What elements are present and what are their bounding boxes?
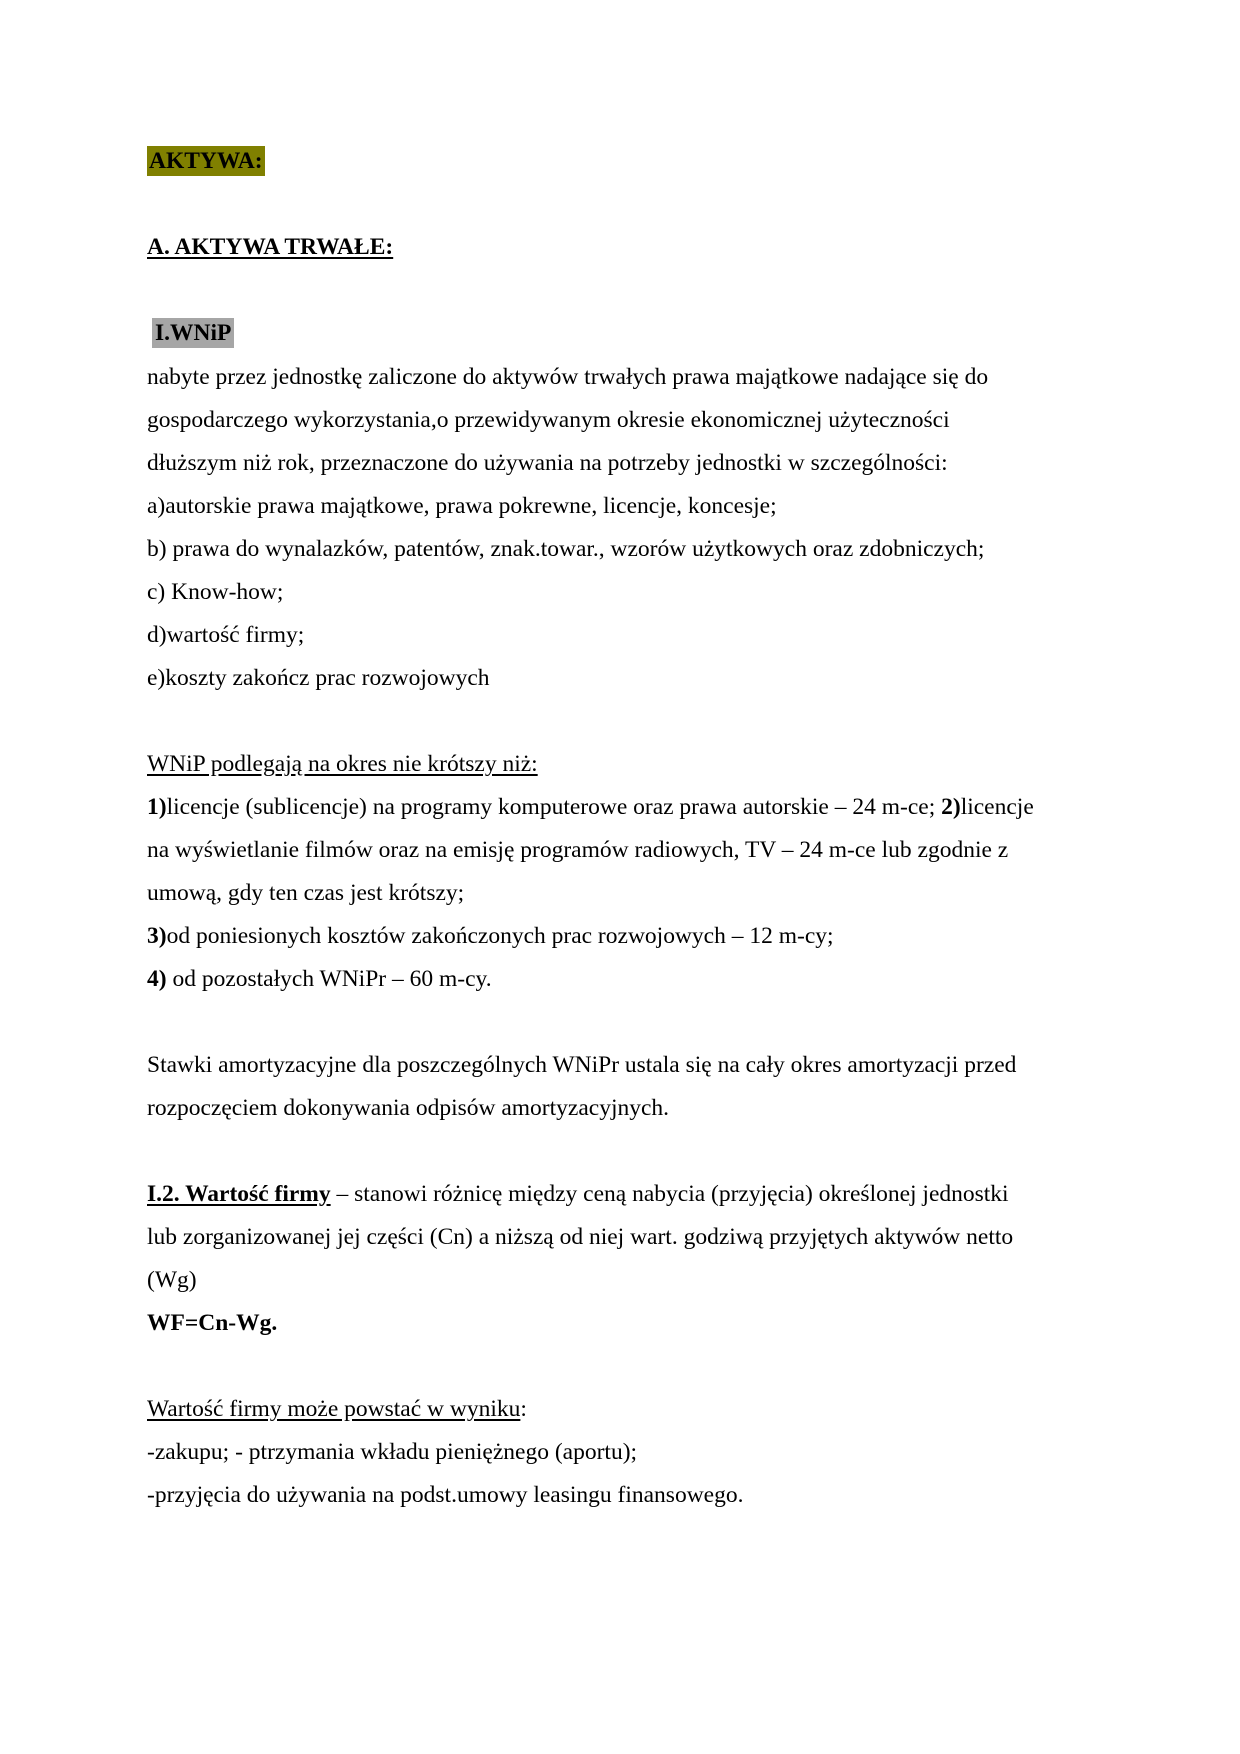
period-text-3: od poniesionych kosztów zakończonych prac rozwojowych – 12 m-cy; [166,923,834,949]
goodwill-label: I.2. Wartość firmy [147,1181,331,1207]
period-num-3: 3) [147,923,167,949]
heading-aktywa-text: AKTYWA: [149,148,263,174]
goodwill-definition: – stanowi różnicę między ceną nabycia (przyjęcia) określonej jednostki [330,1181,1009,1207]
origin-line-2: -przyjęcia do używania na podst.umowy leasingu finansowego. [147,1482,744,1508]
period-line-2: na wyświetlanie filmów oraz na emisję programów radiowych, TV – 24 m-ce lub zgodnie z [147,837,1009,863]
goodwill-line-2: lub zorganizowanej jej części (Cn) a niższą od niej wart. godziwą przyjętych aktywów netto [147,1224,1014,1250]
period-text-1: licencje (sublicencje) na programy komputerowe oraz prawa autorskie [166,794,829,820]
period-text-4: od pozostałych WNiPr – 60 m-cy. [166,966,492,992]
rates-line-2: rozpoczęciem dokonywania odpisów amortyzacyjnych. [147,1095,670,1121]
period-num-1: 1) [147,794,167,820]
goodwill-line-3: (Wg) [147,1267,197,1293]
list-item-b: b) prawa do wynalazków, patentów, znak.towar., wzorów użytkowych oraz zdobniczych; [147,536,985,562]
rates-line-1: Stawki amortyzacyjne dla poszczególnych WNiPr ustala się na cały okres amortyzacji przed [147,1052,1017,1078]
origin-heading-text: Wartość firmy może powstać w wyniku [147,1396,521,1422]
intro-line-2: gospodarczego wykorzystania,o przewidywanym okresie ekonomicznej użyteczności [147,407,950,433]
period-line-1 [147,792,1034,822]
origin-line-1: -zakupu; - ptrzymania wkładu pieniężnego (aportu); [147,1439,638,1465]
period-dur-1: – 24 m-ce; [828,794,942,820]
list-item-c: c) Know-how; [147,579,284,605]
heading-wnip-text: I.WNiP [152,318,234,348]
period-line-3: umową, gdy ten czas jest krótszy; [147,880,465,906]
period-num-2: 2) [941,794,961,820]
intro-line-3: dłuższym niż rok, przeznaczone do używania na potrzeby jednostki w szczególności: [147,450,948,476]
period-heading: WNiP podlegają na okres nie krótszy niż: [147,751,538,777]
heading-wnip [152,318,234,348]
list-item-d: d)wartość firmy; [147,622,305,648]
list-item-e: e)koszty zakończ prac rozwojowych [147,665,490,691]
origin-heading-colon: : [520,1396,527,1422]
list-item-a: a)autorskie prawa majątkowe, prawa pokrewne, licencje, koncesje; [147,493,777,519]
period-num-4: 4) [147,966,167,992]
goodwill-formula: WF=Cn-Wg. [147,1310,278,1336]
origin-heading [147,1394,527,1424]
period-line-4 [147,921,834,951]
period-text-2: licencje [960,794,1034,820]
goodwill-line-1 [147,1179,1009,1209]
heading-aktywa-trwale: A. AKTYWA TRWAŁE: [147,234,394,260]
heading-aktywa [147,146,265,176]
intro-line-1: nabyte przez jednostkę zaliczone do aktywów trwałych prawa majątkowe nadające się do [147,364,989,390]
period-line-5 [147,964,492,994]
